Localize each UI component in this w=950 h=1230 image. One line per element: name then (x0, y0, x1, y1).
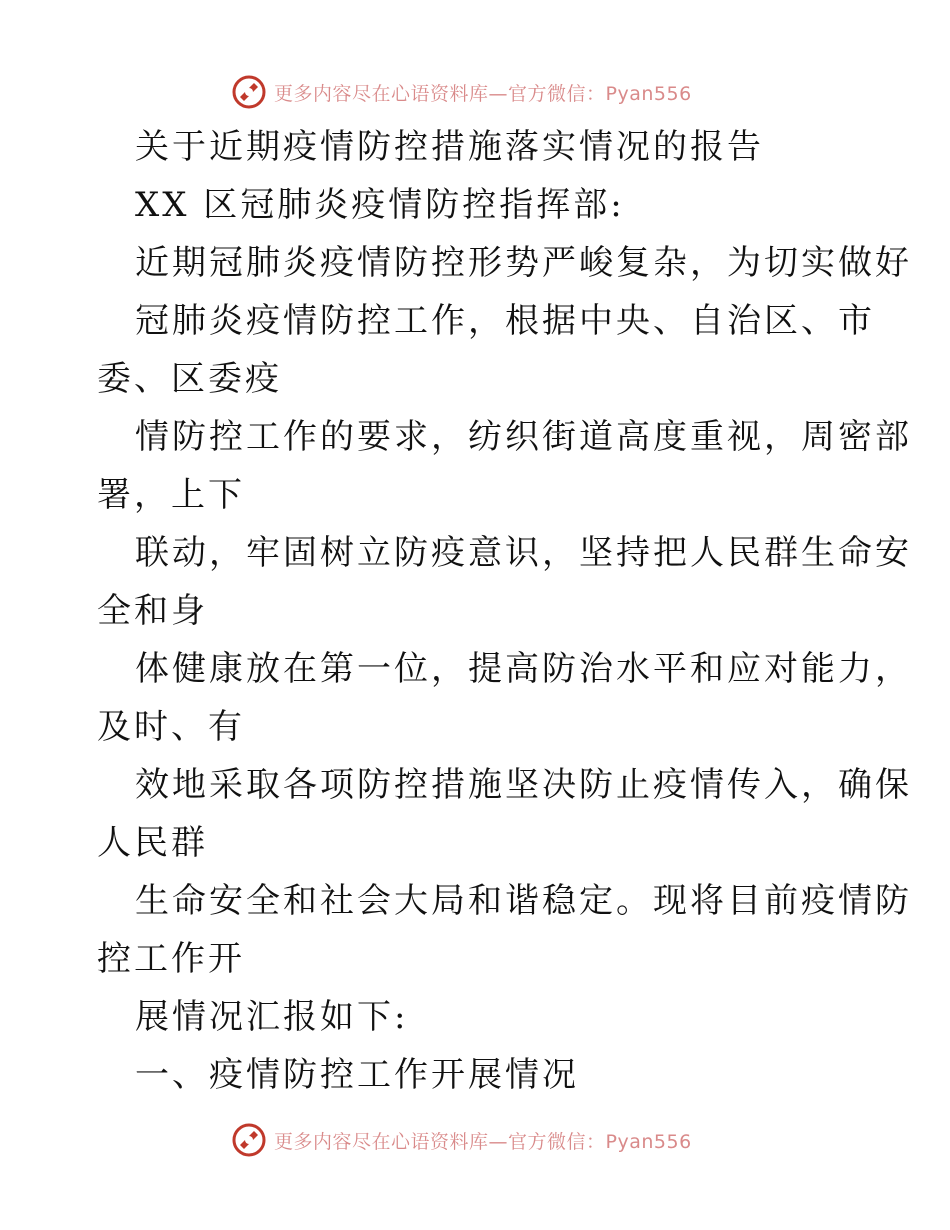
body-line: 近期冠肺炎疫情防控形势严峻复杂，为切实做好 (135, 243, 912, 283)
watermark-text: 更多内容尽在心语资料库—官方微信：Pyan556 (274, 1130, 692, 1153)
document-title: 关于近期疫情防控措施落实情况的报告 (135, 127, 764, 167)
body-line: 控工作开 (97, 939, 245, 979)
body-line: 全和身 (97, 591, 208, 631)
section-heading: 一、疫情防控工作开展情况 (135, 1055, 579, 1095)
body-line: 及时、有 (97, 707, 245, 747)
body-line: 展情况汇报如下: (135, 997, 409, 1037)
addressee-line: XX 区冠肺炎疫情防控指挥部: (135, 185, 625, 225)
body-line: 冠肺炎疫情防控工作，根据中央、自治区、市 (135, 301, 875, 341)
body-line: 联动，牢固树立防疫意识，坚持把人民群生命安 (135, 533, 912, 573)
body-line: 人民群 (97, 823, 208, 863)
red-circular-logo-icon (232, 75, 266, 109)
body-line: 署，上下 (97, 475, 245, 515)
body-line: 情防控工作的要求，纺织街道高度重视，周密部 (135, 417, 912, 457)
watermark-text: 更多内容尽在心语资料库—官方微信：Pyan556 (274, 82, 692, 105)
body-line: 生命安全和社会大局和谐稳定。现将目前疫情防 (135, 881, 912, 921)
body-line: 委、区委疫 (97, 359, 282, 399)
watermark-header (232, 72, 692, 112)
body-line: 体健康放在第一位，提高防治水平和应对能力， (135, 649, 912, 689)
red-circular-logo-icon (232, 1123, 266, 1157)
body-line: 效地采取各项防控措施坚决防止疫情传入，确保 (135, 765, 912, 805)
watermark-footer (232, 1120, 692, 1160)
